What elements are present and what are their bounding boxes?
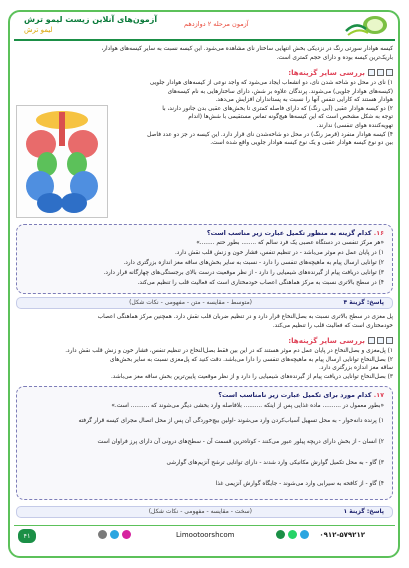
- question-stem: «بطور معمول در .......... ماده غذایی پس از اینکه .......... بلافاصله وارد بخشی دیگر می‌شوند که .......... است.»: [111, 403, 384, 409]
- section2-line: ساقه مغز اندازه بزرگتری دارد.: [319, 365, 393, 372]
- page-number: ۴۱: [18, 529, 36, 543]
- section1-line: هوادار هستند که کارایی تنفس آنها را نسبت به پستانداران افزایش می‌دهد.: [215, 97, 393, 104]
- explanation-line: خودمختاری است که فعالیت قلب را تنظیم می‌کند.: [272, 322, 393, 329]
- telegram-icon[interactable]: [110, 530, 119, 539]
- social-icons: [276, 530, 309, 539]
- section2-body: [16, 347, 393, 381]
- intro-text: [16, 45, 393, 62]
- option-4[interactable]: ۴) گاو - از کافحه به سیرابی وارد می‌شوند - جایگاه گوارش آنزیمی غذا: [215, 481, 384, 487]
- intro-line: کیسه هوادار سورتی رنگ در نزدیکی بخش انتهایی ساختار نای مشاهده می‌شود. این کیسه نسبت به سایر کیسه‌های هوادار،: [101, 46, 393, 52]
- instagram-icon[interactable]: [122, 530, 131, 539]
- option-2[interactable]: ۲) توانایی ارسال پیام به ماهیچه‌های تنفسی را دارد - نسبت به سایر بخش‌های ساقه مغز اندازه بزرگتری دارد.: [123, 260, 384, 266]
- question-title: [207, 229, 384, 237]
- website-link[interactable]: Limootoorshcom: [176, 531, 235, 539]
- lemon-logo: [341, 12, 391, 40]
- option-4[interactable]: ۴) در سطح بالاتری نسبت به مرکز هماهنگی اعصاب خودمختاری است که فعالیت قلب را تنظیم می‌کند.: [137, 280, 384, 286]
- option-2[interactable]: ۲) انسان - از بخش دارای دریچه پیلور عبور می‌کنند - کوتاه‌ترین قسمت آن - سطح‌های درونی آن دارای پرز فراوان است: [97, 439, 384, 445]
- section1-line: توجه به شکل مشخص است که این کیسه‌ها هیچ‌گونه تماس مستقیمی با شش‌ها (اندام: [188, 114, 393, 121]
- option-1[interactable]: ۱) پرنده دانه‌خوار - به محل تسهیل آسیاب‌کردن وارد می‌شوند -اولین بیچ‌خوردگی آن پس از محل اتصال مجرای کیسه قرار گرفته: [78, 418, 384, 424]
- section2-line: ۲) بصل‌النخاع توانایی ارسال پیام به ماهیچه‌های تنفسی را دارا می‌باشد. دقت کنید که پل‌مغزی نسبت به سایر بخش‌های: [109, 356, 393, 363]
- footer: [14, 527, 395, 547]
- answer-key: پاسخ: گزینهٔ ۴: [343, 299, 384, 306]
- header: [14, 12, 395, 40]
- section1-line: بین دو نوع کیسه هوادار عقبی و یک نوع کیسه هوادار جلویی واقع شده است.: [210, 140, 393, 147]
- section1-line: تهویه‌کننده هوای تنفسی) ندارند.: [316, 122, 393, 129]
- answer-tags: (متوسط - مقایسه - متن - مفهومی - نکات شکل): [129, 299, 252, 306]
- social-icons: [98, 530, 131, 539]
- section1-line: ۴) کیسه هوادار منفرد (قرمز رنگ) در محل دو شاخه‌شدن نای قرار دارد. این کیسه در جز دو عدد فاصل: [147, 131, 393, 138]
- explanation-line: پل مغزی در سطح بالاتری نسبت به بصل‌النخاع قرار دارد و در تنظیم ضربان قلب نقش دارد. همچنین مرکز هماهنگی اعصاب: [97, 314, 393, 320]
- phone-icon[interactable]: [276, 530, 285, 539]
- question-title-text: کدام مورد برای تکمیل عبارت زیر نامناسب است؟: [218, 391, 372, 399]
- question-stem: «هر مرکز تنفسی در دستگاه عصبی یک فرد سالم که ........ بطور حتم ........»: [196, 240, 384, 246]
- question-title-text: کدام گزینه به منظور تکمیل عبارت زیر مناسب است؟: [206, 229, 372, 237]
- header-brand: لیمو ترش: [24, 26, 53, 34]
- whatsapp-icon[interactable]: [288, 530, 297, 539]
- air-sacs-figure: [16, 105, 108, 218]
- answer-key: پاسخ: گزینهٔ ۱: [343, 508, 384, 515]
- section-title: [288, 336, 393, 345]
- question-title: [218, 391, 384, 399]
- question-number: ۱۶.: [373, 229, 384, 237]
- telegram-icon[interactable]: [300, 530, 309, 539]
- section-title-text: بررسی سایر گزینه‌ها:: [288, 336, 365, 345]
- question-number: ۱۷.: [373, 391, 384, 399]
- section1-body: [112, 79, 393, 148]
- section2-line: ۳) بصل‌النخاع توانایی دریافت پیام از گیرنده‌های شیمیایی را دارد و از نظر موقعیت پایین‌ترین بخش ساقه مغز می‌باشد.: [110, 373, 393, 380]
- header-subtitle: آزمون مرحله ۲ دوازدهم: [184, 20, 249, 28]
- footer-divider: [14, 525, 395, 526]
- section1-line: ۱) نای در محل دو شاخه شدن نای، دو انشعاب ایجاد می‌شود که واجد نوعی از کیسه‌های هوادار جلویی: [149, 80, 393, 86]
- section1-line: (کیسه‌های هوادار جلویی) می‌شوند. پرندگان علاوه بر شش، دارای ساختارهایی به نام کیسه‌های: [167, 88, 393, 95]
- header-title: آزمون‌های آنلاین زیست لیمو ترش: [24, 15, 158, 24]
- section-title: [288, 68, 393, 77]
- option-3[interactable]: ۳) توانایی دریافت پیام از گیرنده‌های شیمیایی را دارد - از نظر موقعیت درست بالای برجستگی‌های چهارگانه قرار دارد.: [103, 270, 384, 276]
- answer-bar: [16, 506, 393, 518]
- option-3[interactable]: ۳) گاو - به محل تکمیل گوارش مکانیکی وارد شدند - دارای توانایی ترشح آنزیم‌های گوارشی: [166, 460, 384, 466]
- question-box: [16, 386, 393, 500]
- question-box: [16, 224, 393, 294]
- option-1[interactable]: ۱) در پایان عمل دم موثر می‌باشد - در تنظیم تنفس، فشار خون و زنش قلب نقش دارد.: [174, 250, 384, 256]
- answer-tags: (سخت - مقایسه - مفهومی - نکات شکل): [148, 508, 252, 515]
- section1-line: ۲) دو کیسه هوادار عقبی (آبی رنگ) که دارای فاصله کمتری تا بخش‌های عقبی بدن جانور دارند، با: [162, 105, 393, 112]
- section2-line: ۱) پل‌مغزی و بصل‌النخاع در پایان عمل دم موثر هستند که در این بین فقط بصل‌النخاع در تنظیم تنفس، فشار خون و زنش قلب نقش دارد.: [65, 348, 393, 354]
- header-divider: [14, 39, 395, 41]
- explanation-text: [16, 313, 393, 330]
- section-title-text: بررسی سایر گزینه‌ها:: [288, 68, 365, 77]
- checkbox-icons: [368, 337, 393, 344]
- phone-number: ۰۹۱۲-۵۷۹۲۱۲: [319, 531, 365, 539]
- checkbox-icons: [368, 69, 393, 76]
- intro-line: باریک‌ترین کیسه بوده و دارای حجم کمتری است.: [276, 54, 393, 61]
- web-icon[interactable]: [98, 530, 107, 539]
- answer-bar: [16, 297, 393, 309]
